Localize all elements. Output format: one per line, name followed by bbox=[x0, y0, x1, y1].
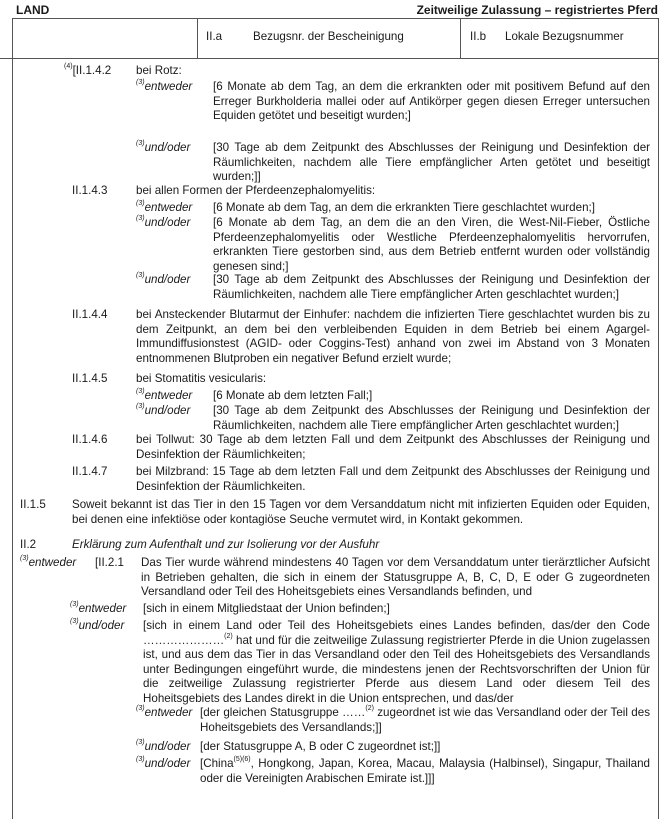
option-text: [sich in einem Mitgliedstaat der Union befinden;] bbox=[143, 602, 390, 615]
option-label: $^{(3)}$und/oder bbox=[136, 215, 191, 229]
option-text: [der gleichen Statusgruppe ……$^{(2)}$ zugeordnet ist wie das Versandland oder der Teil des Hoheitsgebiets des Versandlands;]] bbox=[200, 705, 650, 734]
document-title: Zeitweilige Zulassung – registriertes Pferd bbox=[416, 3, 658, 17]
option-text: [6 Monate ab dem letzten Fall;] bbox=[213, 389, 373, 402]
option-text: [6 Monate ab dem Tag, an dem die an den Viren, die West-Nil-Fieber, Östliche Pferdeenzephalomyelitis oder Westliche Pferdeenzephalomyelitis hervorrufen, erkrankten Tiere gestorben sind, aus dem Betrieb entfernt wurden oder vollständig genesen sind;] bbox=[213, 216, 650, 273]
option-label: $^{(3)}$und/oder bbox=[136, 140, 191, 154]
option-label: $^{(3)}$entweder bbox=[136, 200, 193, 214]
local-ref-number: II.b bbox=[470, 30, 487, 43]
option-label: $^{(3)}$entweder bbox=[70, 601, 127, 615]
cert-ref-label: Bezugsnr. der Bescheinigung bbox=[253, 30, 404, 43]
section-number: II.1.4.5 bbox=[72, 372, 108, 385]
section-number: $^{(4)}$[II.1.4.2 bbox=[64, 63, 112, 77]
section-number: II.2 bbox=[20, 538, 37, 551]
section-number: [II.2.1 bbox=[95, 556, 125, 569]
option-text: [der Statusgruppe A, B oder C zugeordnet ist;]] bbox=[200, 740, 441, 753]
section-title: bei Rotz: bbox=[136, 64, 182, 77]
option-label: $^{(3)}$und/oder bbox=[136, 272, 191, 286]
section-title: bei Stomatitis vesicularis: bbox=[136, 372, 267, 385]
option-label: $^{(3)}$und/oder bbox=[136, 739, 191, 753]
option-label: $^{(3)}$und/oder bbox=[136, 756, 191, 770]
option-label: $^{(3)}$entweder bbox=[136, 388, 193, 402]
option-text: [30 Tage ab dem Zeitpunkt des Abschlusses der Reinigung und Desinfektion der Räumlichkeiten, nachdem alle Tiere empfänglicher Arten getötet und beseitigt wurden;]] bbox=[213, 141, 650, 184]
section-number: II.1.5 bbox=[20, 498, 46, 511]
section-text: bei Tollwut: 30 Tage ab dem letzten Fall und dem Zeitpunkt des Abschlusses der Reinigung und Desinfektion der Räumlichkeiten; bbox=[136, 433, 650, 461]
header-divider bbox=[0, 58, 658, 59]
option-text: [sich in einem Land oder Teil des Hoheitsgebiets eines Landes befinden, das/der den Code …………………$^{(2)}$ hat und für die zeitweilige Zulassung registrierter Pferde in die Union zugelassen ist, und aus dem das Tier in das Versandland oder den Teil des Hoheitsgebiets des Versandlands unter Bedingungen eingeführt wurde, die mindestens jenen der Rechtsvorschriften der Union für die zeitweilige Zulassung registrierter Pferde aus diesem Land oder diesem Teil des Hoheitsgebiets des Landes direkt in die Union entsprechen, und das/der bbox=[143, 619, 650, 705]
section-number: II.1.4.6 bbox=[72, 433, 108, 446]
header-cell-divider bbox=[197, 18, 198, 58]
section-number: II.1.4.7 bbox=[72, 465, 108, 478]
section-text: Soweit bekannt ist das Tier in den 15 Tagen vor dem Versanddatum nicht mit infizierten Equiden oder Equiden, bei denen eine infektiöse oder kontagiöse Seuche vermutet wird, in Kontakt gekommen. bbox=[72, 498, 650, 526]
section-text: bei Milzbrand: 15 Tage ab dem letzten Fall und dem Zeitpunkt des Abschlusses der Reinigung und Desinfektion der Räumlichkeiten. bbox=[136, 465, 650, 493]
option-label: $^{(3)}$entweder bbox=[136, 79, 193, 93]
section-title: bei allen Formen der Pferdeenzephalomyelitis: bbox=[136, 184, 376, 197]
option-text: [30 Tage ab dem Zeitpunkt des Abschlusses der Reinigung und Desinfektion der Räumlichkeiten, nachdem alle Tiere empfänglicher Arten geschlachtet wurden;] bbox=[213, 273, 650, 301]
option-text: [China$^{(5)(6)}$, Hongkong, Japan, Korea, Macau, Malaysia (Halbinsel), Singapur, Thailand oder die Vereinigten Arabischen Emirate ist.]]] bbox=[200, 756, 650, 785]
option-text: [6 Monate ab dem Tag, an dem die erkrankten Tiere geschlachtet wurden;] bbox=[213, 201, 595, 214]
option-label: $^{(3)}$und/oder bbox=[70, 618, 125, 632]
section-number: II.1.4.3 bbox=[72, 184, 108, 197]
section-text: bei Ansteckender Blutarmut der Einhufer: nachdem die infizierten Tiere geschlachtet wurden bis zu dem Zeitpunkt, an dem bei den verbleibenden Equiden in dem Betrieb bei einem Agargel-Immundiffusionstest (AGID- oder Coggins-Test) anhand von zwei im Abstand von 3 Monaten entnommenen Blutproben ein negativer Befund erzielt wurde; bbox=[136, 308, 650, 365]
section-text: Das Tier wurde während mindestens 40 Tagen vor dem Versanddatum unter tierärztlicher Aufsicht in Betrieben gehalten, die sich in einem der Statusgruppe A, B, C, D, E oder G zugeordneten Versandland oder Teil des Hoheitsgebiets eines Versandlands befinden, und bbox=[141, 556, 650, 599]
section-number: II.1.4.4 bbox=[72, 308, 108, 321]
local-ref-label: Lokale Bezugsnummer bbox=[505, 30, 624, 43]
cert-ref-number: II.a bbox=[206, 30, 223, 43]
option-text: [6 Monate ab dem Tag, an dem die erkrankten oder mit positivem Befund auf den Erreger Burkholderia mallei oder auf Antikörper gegen diesen Erreger untersuchen Equiden getötet und beseitigt wurden;] bbox=[213, 80, 650, 123]
option-label: $^{(3)}$und/oder bbox=[136, 403, 191, 417]
header-cell-divider bbox=[460, 18, 461, 58]
country-label: LAND bbox=[16, 3, 50, 17]
option-text: [30 Tage ab dem Zeitpunkt des Abschlusses der Reinigung und Desinfektion der Räumlichkeiten, nachdem alle Tiere empfänglicher Arten geschlachtet wurden;] bbox=[213, 404, 650, 432]
option-label: $^{(3)}$entweder bbox=[136, 705, 193, 719]
section-title: Erklärung zum Aufenthalt und zur Isolierung vor der Ausfuhr bbox=[72, 538, 380, 551]
option-label: $^{(3)}$entweder bbox=[20, 555, 77, 569]
